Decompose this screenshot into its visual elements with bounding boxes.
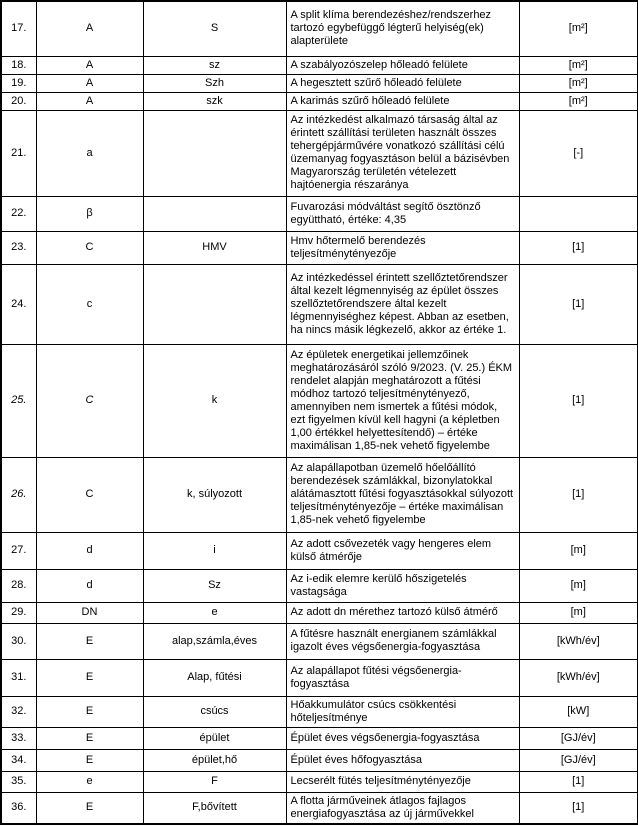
table-row: [1, 792, 638, 824]
symbol-cell: E: [36, 749, 143, 771]
table-row: [1, 74, 638, 92]
unit-cell: [m²]: [519, 74, 638, 92]
row-number-cell: 31.: [1, 659, 36, 696]
unit-cell: [m]: [519, 569, 638, 602]
unit-cell: [1]: [519, 457, 638, 532]
description-cell: Az intézkedéssel érintett szellőztetőrendszer által kezelt légmennyiség az épület összes szellőztetőrendszere által kezelt légmennyiséghez képest. Abban az esetben, ha nincs másik légkezelő, akkor az értéke 1.: [286, 264, 519, 344]
row-number-cell: 36.: [1, 792, 36, 824]
table-row: [1, 1, 638, 56]
description-cell: A split klíma berendezéshez/rendszerhez tartozó egybefüggő légterű helyiség(ek) alapterülete: [286, 1, 519, 56]
unit-cell: [1]: [519, 231, 638, 264]
row-number-cell: 24.: [1, 264, 36, 344]
subscript-cell: HMV: [143, 231, 286, 264]
description-cell: A karimás szűrő hőleadó felülete: [286, 92, 519, 110]
row-number-cell: 19.: [1, 74, 36, 92]
table-row: [1, 110, 638, 196]
subscript-cell: szk: [143, 92, 286, 110]
unit-cell: [m²]: [519, 56, 638, 74]
description-cell: Hmv hőtermelő berendezés teljesítménytényezője: [286, 231, 519, 264]
unit-cell: [-]: [519, 110, 638, 196]
unit-cell: [GJ/év]: [519, 749, 638, 771]
unit-cell: [1]: [519, 344, 638, 457]
row-number-cell: 28.: [1, 569, 36, 602]
subscript-cell: i: [143, 532, 286, 569]
row-number-cell: 26.: [1, 457, 36, 532]
unit-cell: [1]: [519, 792, 638, 824]
description-cell: Hőakkumulátor csúcs csökkentési hőteljesítménye: [286, 696, 519, 727]
subscript-cell: csúcs: [143, 696, 286, 727]
description-cell: A szabályozószelep hőleadó felülete: [286, 56, 519, 74]
row-number-cell: 30.: [1, 623, 36, 659]
symbol-cell: E: [36, 792, 143, 824]
symbol-cell: E: [36, 696, 143, 727]
symbol-cell: E: [36, 727, 143, 749]
unit-cell: [kWh/év]: [519, 659, 638, 696]
table-row: [1, 659, 638, 696]
symbol-cell: d: [36, 532, 143, 569]
description-cell: Épület éves végsőenergia-fogyasztása: [286, 727, 519, 749]
symbol-cell: C: [36, 457, 143, 532]
table-row: [1, 696, 638, 727]
unit-cell: [kWh/év]: [519, 623, 638, 659]
subscript-cell: S: [143, 1, 286, 56]
description-cell: Az adott csővezeték vagy hengeres elem külső átmérője: [286, 532, 519, 569]
row-number-cell: 27.: [1, 532, 36, 569]
table-row: [1, 56, 638, 74]
symbol-cell: E: [36, 659, 143, 696]
description-cell: Az alapállapot fűtési végsőenergia-fogyasztása: [286, 659, 519, 696]
row-number-cell: 18.: [1, 56, 36, 74]
subscript-cell: k, súlyozott: [143, 457, 286, 532]
subscript-cell: e: [143, 602, 286, 623]
subscript-cell: Szh: [143, 74, 286, 92]
row-number-cell: 23.: [1, 231, 36, 264]
table-row: [1, 727, 638, 749]
description-cell: Az i-edik elemre kerülő hőszigetelés vastagsága: [286, 569, 519, 602]
row-number-cell: 29.: [1, 602, 36, 623]
unit-cell: [m²]: [519, 92, 638, 110]
unit-cell: [1]: [519, 264, 638, 344]
row-number-cell: 33.: [1, 727, 36, 749]
row-number-cell: 35.: [1, 771, 36, 792]
row-number-cell: 21.: [1, 110, 36, 196]
symbol-cell: e: [36, 771, 143, 792]
subscript-cell: sz: [143, 56, 286, 74]
symbols-table-body: [1, 1, 638, 824]
description-cell: Az intézkedést alkalmazó társaság által az érintett szállítási területen használt összes tehergépjárművére vonatkozó szállítási célú üzemanyag fogyasztáson belül a bázisévben Magyarország területén vételezett hajtóenergia részaránya: [286, 110, 519, 196]
table-row: [1, 771, 638, 792]
table-row: [1, 92, 638, 110]
description-cell: A fűtésre használt energianem számlákkal igazolt éves végsőenergia-fogyasztása: [286, 623, 519, 659]
description-cell: Lecserélt fütés teljesítménytényezője: [286, 771, 519, 792]
symbol-cell: C: [36, 231, 143, 264]
subscript-cell: F: [143, 771, 286, 792]
row-number-cell: 20.: [1, 92, 36, 110]
description-cell: Épület éves hőfogyasztása: [286, 749, 519, 771]
row-number-cell: 17.: [1, 1, 36, 56]
table-row: [1, 623, 638, 659]
unit-cell: [m]: [519, 602, 638, 623]
subscript-cell: [143, 264, 286, 344]
unit-cell: [519, 196, 638, 231]
unit-cell: [GJ/év]: [519, 727, 638, 749]
table-row: [1, 231, 638, 264]
symbol-cell: DN: [36, 602, 143, 623]
row-number-cell: 32.: [1, 696, 36, 727]
description-cell: A hegesztett szűrő hőleadó felülete: [286, 74, 519, 92]
symbol-cell: c: [36, 264, 143, 344]
subscript-cell: épület: [143, 727, 286, 749]
table-row: [1, 749, 638, 771]
symbol-cell: d: [36, 569, 143, 602]
subscript-cell: [143, 196, 286, 231]
unit-cell: [m]: [519, 532, 638, 569]
symbol-cell: A: [36, 1, 143, 56]
symbol-cell: A: [36, 92, 143, 110]
description-cell: Az alapállapotban üzemelő hőelőállító berendezések számlákkal, bizonylatokkal alátámasztott fűtési fogyasztásokkal súlyozott teljesítménytényezője – értéke maximálisan 1,85-nek vehető figyelembe: [286, 457, 519, 532]
symbol-cell: E: [36, 623, 143, 659]
symbol-cell: β: [36, 196, 143, 231]
description-cell: Fuvarozási módváltást segítő ösztönző együttható, értéke: 4,35: [286, 196, 519, 231]
table-row: [1, 264, 638, 344]
unit-cell: [m²]: [519, 1, 638, 56]
table-row: [1, 532, 638, 569]
symbol-cell: C: [36, 344, 143, 457]
row-number-cell: 22.: [1, 196, 36, 231]
symbol-cell: A: [36, 56, 143, 74]
table-row: [1, 457, 638, 532]
table-row: [1, 344, 638, 457]
subscript-cell: F,bővített: [143, 792, 286, 824]
subscript-cell: Sz: [143, 569, 286, 602]
subscript-cell: épület,hő: [143, 749, 286, 771]
description-cell: Az adott dn mérethez tartozó külső átmérő: [286, 602, 519, 623]
table-row: [1, 602, 638, 623]
unit-cell: [1]: [519, 771, 638, 792]
table-row: [1, 196, 638, 231]
unit-cell: [kW]: [519, 696, 638, 727]
symbol-cell: A: [36, 74, 143, 92]
table-row: [1, 569, 638, 602]
row-number-cell: 25.: [1, 344, 36, 457]
symbol-cell: a: [36, 110, 143, 196]
subscript-cell: [143, 110, 286, 196]
description-cell: Az épületek energetikai jellemzőinek meghatározásáról szóló 9/2023. (V. 25.) ÉKM rendelet alapján meghatározott a fűtési módhoz tartozó teljesítménytényező, amennyiben nem ismertek a fűtési módok, ezt figyelmen kívül kell hagyni (a képletben 1,00 értékkel helyettesítendő) – értéke maximálisan 1,85-nek vehető figyelembe: [286, 344, 519, 457]
subscript-cell: Alap, fűtési: [143, 659, 286, 696]
subscript-cell: k: [143, 344, 286, 457]
subscript-cell: alap,számla,éves: [143, 623, 286, 659]
row-number-cell: 34.: [1, 749, 36, 771]
description-cell: A flotta járműveinek átlagos fajlagos energiafogyasztása az új járművekkel: [286, 792, 519, 824]
